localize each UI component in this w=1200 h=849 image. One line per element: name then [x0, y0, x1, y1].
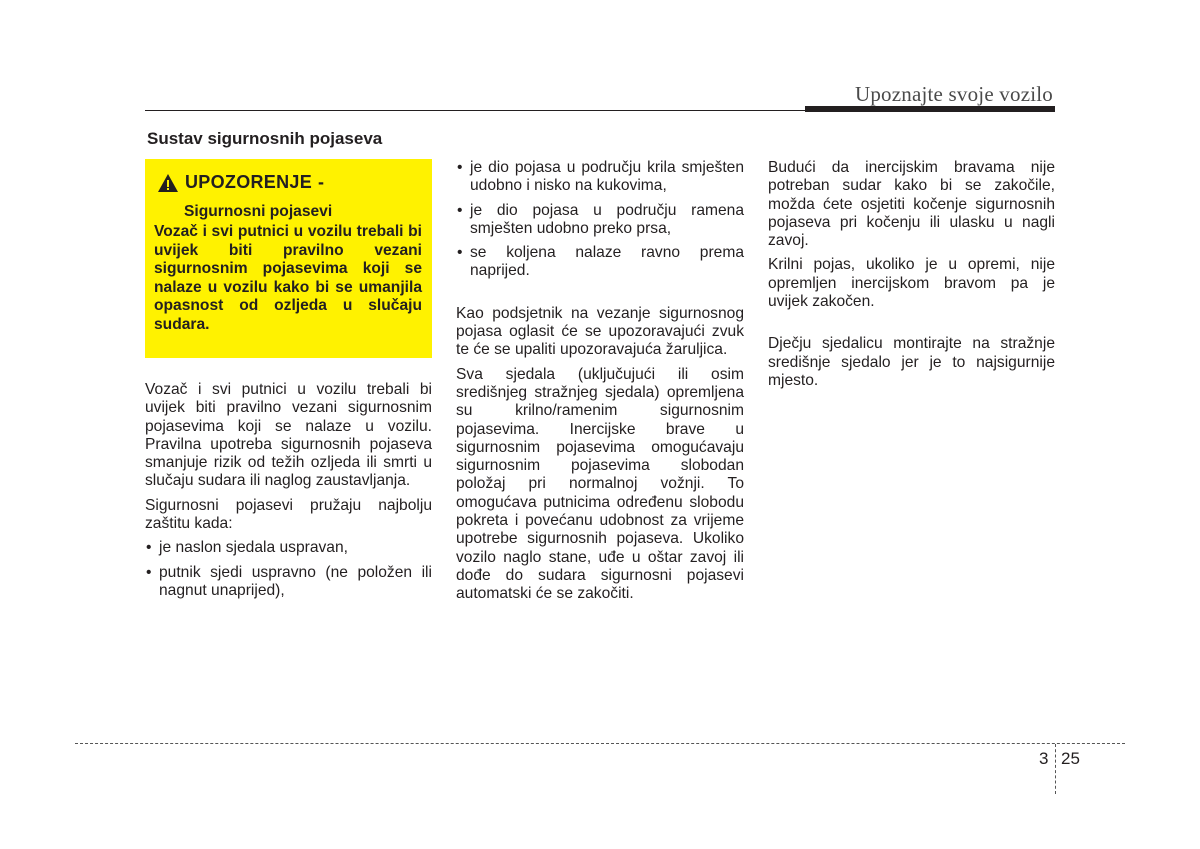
- page-number: 25: [1061, 749, 1080, 768]
- paragraph: Kao podsjetnik na vezanje sigurnosnog pojasa oglasit će se upozoravajući zvuk te će se upaliti upozoravajuća žaruljica.: [456, 304, 744, 359]
- warning-box: [145, 159, 432, 358]
- paragraph: Krilni pojas, ukoliko je u opremi, nije opremljen inercijskom bravom pa je uvijek zakočen.: [768, 256, 1055, 311]
- page-number-divider: [1055, 744, 1056, 794]
- paragraph: Sva sjedala (uključujući ili osim središnjeg stražnjeg sjedala) opremljena su krilno/ramenim sigurnosnim pojasevima. Inercijske brave u sigurnosnim pojasevima omogućavaju sigurnosnim pojasevima slobodan položaj pri normalnoj vožnji. To omogućava putnicima određenu slobodu pokreta i povećanu udobnost za vrijeme upotrebe sigurnosnih pojaseva. Ukoliko vozilo naglo stane, uđe u oštar zavoj ili dođe do sudara sigurnosni pojasevi automatski će se zakočiti.: [456, 365, 744, 603]
- section-heading: Sustav sigurnosnih pojaseva: [147, 129, 383, 148]
- paragraph: Sigurnosni pojasevi pružaju najbolju zaštitu kada:: [145, 496, 432, 533]
- list-item: • putnik sjedi uspravno (ne položen ili nagnut unaprijed),: [145, 564, 432, 601]
- list-item: • je naslon sjedala uspravan,: [145, 539, 432, 557]
- warning-header: [157, 172, 324, 193]
- warning-title: UPOZORENJE: [185, 172, 313, 192]
- warning-triangle-icon: [157, 173, 179, 193]
- list-item: • je dio pojasa u području krila smješten udobno i nisko na kukovima,: [456, 159, 744, 196]
- paragraph: Budući da inercijskim bravama nije potreban sudar kako bi se zakočile, možda ćete osjetiti kočenje sigurnosnih pojaseva pri kočenju ili ulasku u nagli zavoj.: [768, 159, 1055, 250]
- column-1: [145, 381, 432, 606]
- column-3: [768, 159, 1055, 396]
- paragraph: Vozač i svi putnici u vozilu trebali bi uvijek biti pravilno vezani sigurnosnim pojasevima koji se nalaze u vozilu. Pravilna upotreba sigurnosnih pojaseva smanjuje rizik od težih ozljeda ili smrti u slučaju sudara ili naglog zaustavljanja.: [145, 381, 432, 490]
- running-header-title: Upoznajte svoje vozilo: [854, 82, 1053, 106]
- warning-body: Vozač i svi putnici u vozilu trebali bi uvijek biti pravilno vezani sigurnosnim pojasevima koji se nalaze u vozilu kako bi se umanjila opasnost od ozljeda u slučaju sudara.: [154, 223, 422, 333]
- footer-rule: [75, 743, 1125, 744]
- bullet-list: [145, 539, 432, 600]
- list-item: • se koljena nalaze ravno prema naprijed.: [456, 244, 744, 281]
- chapter-number: 3: [1039, 749, 1049, 768]
- list-item: • je dio pojasa u području ramena smješten udobno preko prsa,: [456, 202, 744, 239]
- header-rule-accent: [805, 106, 1055, 112]
- warning-subtitle: Sigurnosni pojasevi: [184, 203, 333, 220]
- warning-title-dash: -: [318, 172, 325, 192]
- paragraph: Dječju sjedalicu montirajte na stražnje središnje sjedalo jer je to najsigurnije mjesto.: [768, 335, 1055, 389]
- column-2: [456, 159, 744, 610]
- bullet-list: [456, 159, 744, 281]
